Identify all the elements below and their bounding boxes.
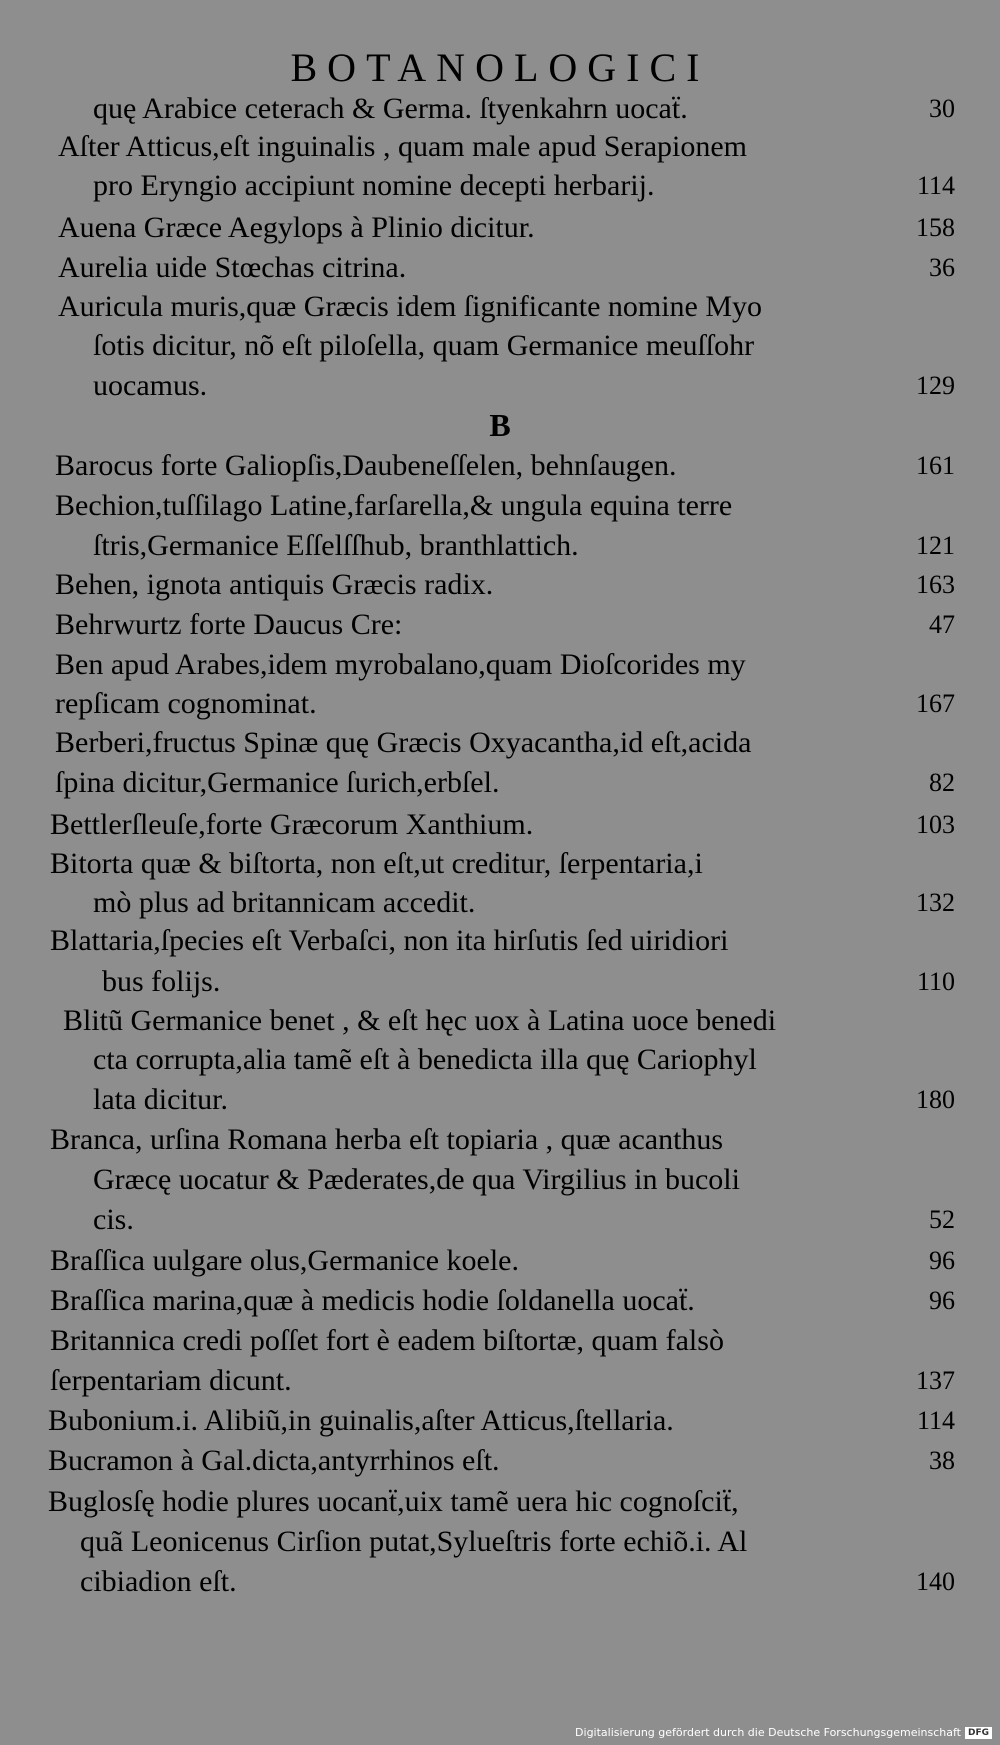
footer-text: Digitalisierung gefördert durch die Deutsche Forschungsgemeinschaft [575,1726,961,1739]
index-line: bus folijs. [102,965,221,998]
page-number: 47 [929,610,955,639]
index-line: Braſſica marina,quæ à medicis hodie ſoldanella uocaẗ. [50,1284,695,1317]
index-line: Bitorta quæ & biſtorta, non eſt,ut creditur, ſerpentaria,i [50,847,703,880]
page-number: 137 [916,1366,955,1395]
page-number: 163 [916,570,955,599]
index-line: Behrwurtz forte Daucus Cre: [55,608,403,641]
index-line: Branca, urſina Romana herba eſt topiaria , quæ acanthus [50,1123,724,1156]
index-line: Græcę uocatur & Pæderates,de qua Virgilius in bucoli [93,1163,740,1196]
page-number: 30 [929,94,955,123]
page-number: 161 [916,451,955,480]
index-line: Blattaria,ſpecies eſt Verbaſci, non ita hirſutis ſed uiridiori [50,924,729,957]
index-line: Behen, ignota antiquis Græcis radix. [55,568,494,601]
page-number: 82 [929,768,955,797]
index-line: Braſſica uulgare olus,Germanice koele. [50,1244,519,1277]
page-number: 114 [916,1406,955,1435]
page-number: 110 [916,967,955,996]
index-line: quã Leonicenus Cirſion putat,Sylueſtris forte echiõ.i. Al [80,1525,748,1558]
page-number: 167 [916,689,955,718]
page-number: 121 [916,531,955,560]
index-line: ſerpentariam dicunt. [50,1364,292,1397]
page-number: 129 [916,371,955,400]
page-number: 114 [916,171,955,200]
index-line: cis. [93,1203,134,1236]
index-line: repſicam cognominat. [55,687,317,720]
page-number: 96 [929,1286,955,1315]
index-line: Britannica credi poſſet fort è eadem biſtortæ, quam falsò [50,1324,724,1357]
index-line: pro Eryngio accipiunt nomine decepti herbarij. [93,169,655,202]
index-line: lata dicitur. [93,1083,228,1116]
index-line: Blitũ Germanice benet , & eſt hęc uox à Latina uoce benedi [63,1004,777,1037]
index-line: ſtris,Germanice Eſſelſſhub, branthlattich. [93,529,579,562]
index-line: Barocus forte Galiopſis,Daubeneſſelen, behnſaugen. [55,449,677,482]
index-line: Bubonium.i. Alibiũ,in guinalis,aſter Atticus,ſtellaria. [48,1404,674,1437]
page-number: 140 [916,1567,955,1596]
index-line: Aurelia uide Stœchas citrina. [58,251,407,284]
index-line: Bechion,tuſſilago Latine,farſarella,& ungula equina terre [55,489,733,522]
section-letter: B [489,407,511,443]
index-line: Auricula muris,quæ Græcis idem ſignificante nomine Myo [58,290,763,323]
page-number: 38 [929,1446,955,1475]
page-number: 158 [916,213,955,242]
index-line: Ben apud Arabes,idem myrobalano,quam Dioſcorides my [55,648,746,681]
digitization-footer [575,1726,992,1739]
running-header: BOTANOLOGICI [290,45,710,90]
index-line: Bettlerſleuſe,forte Græcorum Xanthium. [50,808,534,841]
page-number: 52 [929,1205,955,1234]
page-number: 132 [916,888,955,917]
index-line: Berberi,fructus Spinæ quę Græcis Oxyacantha,id eſt,acida [55,726,752,759]
index-line: mò plus ad britannicam accedit. [93,886,476,919]
dfg-logo: DFG [965,1727,992,1739]
index-line: ſotis dicitur, nõ eſt piloſella, quam Germanice meuſſohr [93,329,755,362]
index-line: Buglosſę hodie plures uocanẗ,uix tamẽ uera hic cognoſciẗ, [48,1485,739,1518]
index-line: cibiadion eſt. [80,1565,237,1598]
index-line: cta corrupta,alia tamẽ eſt à benedicta illa quę Cariophyl [93,1043,757,1076]
index-line: Aſter Atticus,eſt inguinalis , quam male apud Serapionem [58,130,748,163]
index-line: uocamus. [93,369,208,402]
page-number: 36 [929,253,955,282]
index-line: quę Arabice ceterach & Germa. ſtyenkahrn uocaẗ. [93,92,688,125]
index-line: ſpina dicitur,Germanice ſurich,erbſel. [55,766,500,799]
page-number: 103 [916,810,955,839]
index-line: Bucramon à Gal.dicta,antyrrhinos eſt. [48,1444,500,1477]
index-line: Auena Græce Aegylops à Plinio dicitur. [58,211,535,244]
page-number: 180 [916,1085,955,1114]
page-number: 96 [929,1246,955,1275]
